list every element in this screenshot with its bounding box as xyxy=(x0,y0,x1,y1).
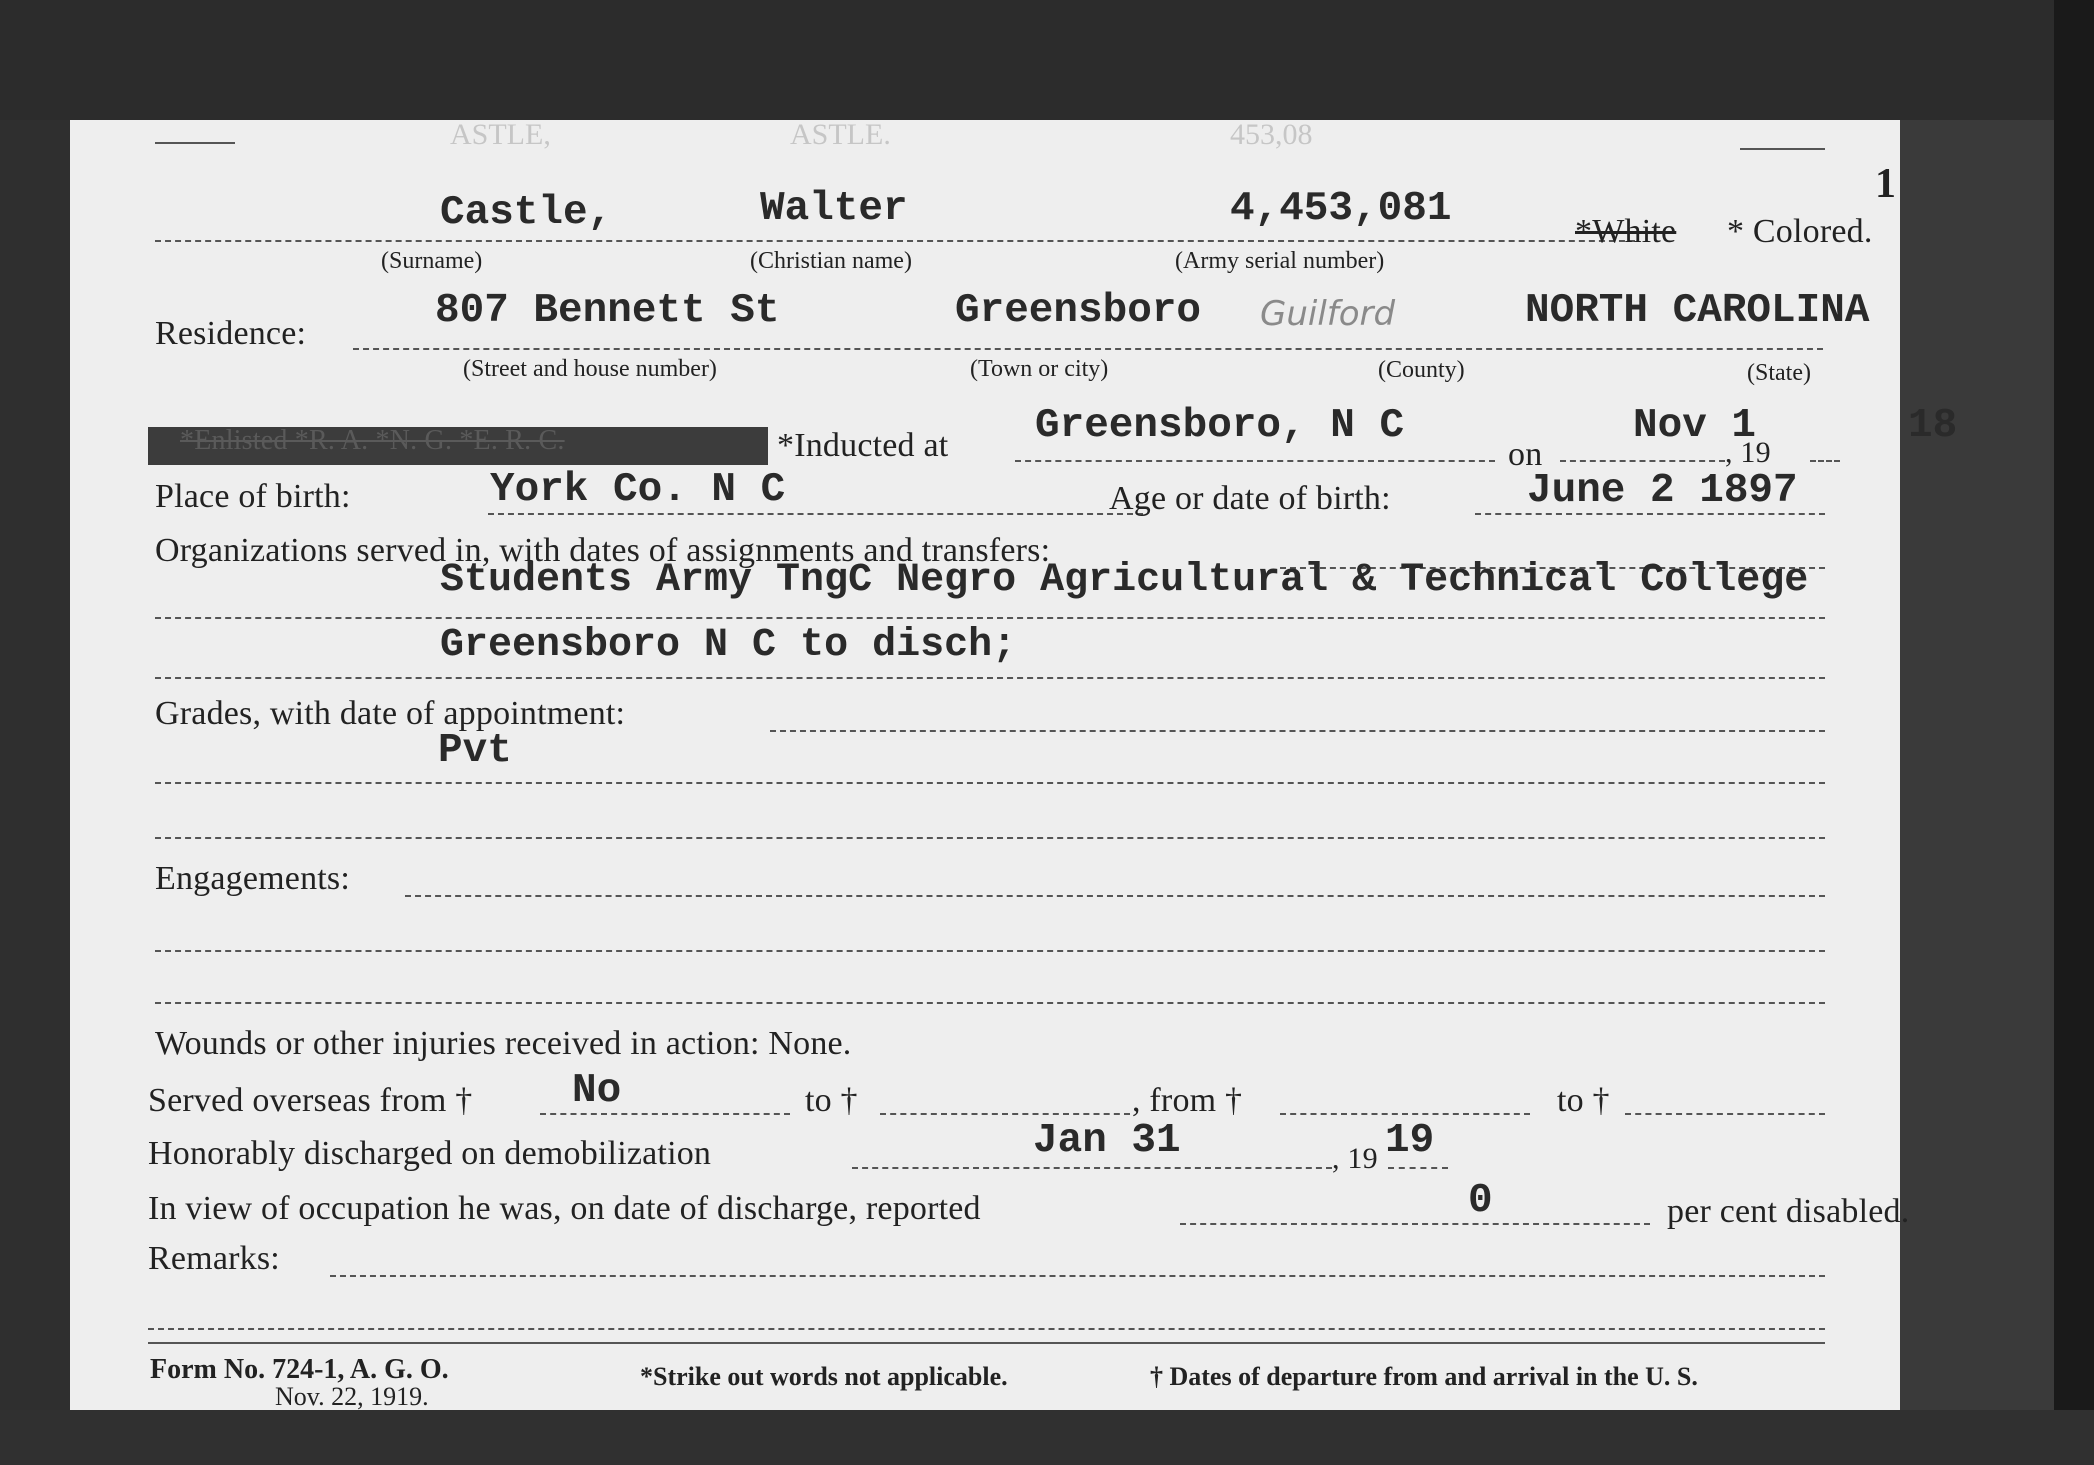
scan-background-left xyxy=(0,120,70,1465)
caption-surname: (Surname) xyxy=(381,248,483,274)
grades-rule-1 xyxy=(155,782,1825,784)
race-colored: * Colored. xyxy=(1727,213,1873,250)
residence-label: Residence: xyxy=(155,315,307,352)
scan-background-bottom xyxy=(0,1410,2094,1465)
name-line xyxy=(155,240,1635,242)
faint-surname-bleed: ASTLE, xyxy=(450,118,551,151)
faint-serial-bleed: 453,08 xyxy=(1230,118,1313,151)
place-of-birth-label: Place of birth: xyxy=(155,478,351,515)
overseas-to-label: to † xyxy=(805,1082,858,1119)
inducted-year-line xyxy=(1810,460,1840,462)
grade-value: Pvt xyxy=(438,728,512,774)
surname-value: Castle, xyxy=(440,190,613,236)
caption-state: (State) xyxy=(1747,360,1811,386)
engagements-label-line xyxy=(405,895,1825,897)
inducted-year-prefix: , 19 xyxy=(1725,436,1771,469)
grades-label-line xyxy=(770,730,1825,732)
organizations-label: Organizations served in, with dates of assignments and transfers: xyxy=(155,532,1051,569)
disabled-percent-value: 0 xyxy=(1468,1178,1493,1224)
overseas-to2-line xyxy=(1625,1113,1825,1115)
service-record-card xyxy=(70,118,1958,1411)
discharge-year-line xyxy=(1388,1167,1448,1169)
engagements-rule-1 xyxy=(155,950,1825,952)
top-left-rule xyxy=(155,142,235,144)
inducted-year-value: 18 xyxy=(1908,403,1958,449)
occupation-label: In view of occupation he was, on date of discharge, reported xyxy=(148,1190,981,1227)
inducted-date-line xyxy=(1560,460,1725,462)
disabled-suffix: per cent disabled. xyxy=(1667,1193,1910,1230)
overseas-from2-label: , from † xyxy=(1132,1082,1243,1119)
overseas-from-line xyxy=(540,1113,790,1115)
top-right-rule xyxy=(1740,148,1825,150)
discharge-year-prefix: , 19 xyxy=(1332,1142,1378,1175)
engagements-rule-2 xyxy=(155,1002,1825,1004)
disability-line xyxy=(1180,1223,1650,1225)
caption-street: (Street and house number) xyxy=(463,356,717,382)
inducted-place-value: Greensboro, N C xyxy=(1035,403,1405,449)
remarks-label-line xyxy=(330,1275,1825,1277)
overseas-from-value: No xyxy=(572,1068,622,1114)
grades-label: Grades, with date of appointment: xyxy=(155,695,626,732)
footnote-dates: † Dates of departure from and arrival in the U. S. xyxy=(1150,1362,1698,1391)
county-handwritten: Guilford xyxy=(1260,294,1396,334)
date-of-birth-line xyxy=(1475,513,1825,515)
faint-name-bleed: ASTLE. xyxy=(790,118,891,151)
discharge-year-value: 19 xyxy=(1385,1118,1435,1164)
inducted-date-value: Nov 1 xyxy=(1633,403,1757,449)
residence-line xyxy=(353,348,1823,350)
organization-rule-1 xyxy=(155,617,1825,619)
serial-number-value: 4,453,081 xyxy=(1230,186,1452,232)
organization-line-1: Students Army TngC Negro Agricultural & Technical College xyxy=(440,558,1809,603)
engagements-label: Engagements: xyxy=(155,860,351,897)
age-label: Age or date of birth: xyxy=(1109,480,1391,517)
street-value: 807 Bennett St xyxy=(435,288,780,334)
caption-county: (County) xyxy=(1378,357,1465,383)
organization-rule-2 xyxy=(155,677,1825,679)
remarks-rule-2 xyxy=(148,1342,1825,1344)
wounds-label: Wounds or other injuries received in action: None. xyxy=(155,1025,852,1062)
remarks-label: Remarks: xyxy=(148,1240,280,1277)
enlisted-struck-text: *Enlisted *R. A. *N. G. *E. R. C. xyxy=(180,425,565,456)
grades-rule-2 xyxy=(155,837,1825,839)
christian-name-value: Walter xyxy=(760,186,908,232)
overseas-from-label: Served overseas from † xyxy=(148,1082,473,1119)
race-white-struck: *White xyxy=(1575,213,1677,250)
remarks-rule-1 xyxy=(148,1328,1825,1330)
discharge-date-line xyxy=(852,1167,1332,1169)
caption-town: (Town or city) xyxy=(970,356,1109,382)
overseas-to-line xyxy=(880,1113,1130,1115)
on-label: on xyxy=(1508,436,1543,473)
scan-background-right xyxy=(2054,0,2094,1465)
card-number: 1 xyxy=(1875,161,1897,207)
date-of-birth-value: June 2 1897 xyxy=(1527,468,1798,514)
footnote-strike: *Strike out words not applicable. xyxy=(640,1362,1008,1391)
caption-serial-number: (Army serial number) xyxy=(1175,248,1385,274)
discharged-label: Honorably discharged on demobilization xyxy=(148,1135,712,1172)
inducted-at-label: *Inducted at xyxy=(777,427,949,464)
overseas-to2-label: to † xyxy=(1557,1082,1610,1119)
scan-background-top xyxy=(0,0,2094,120)
place-of-birth-value: York Co. N C xyxy=(490,467,786,513)
form-number: Form No. 724-1, A. G. O. xyxy=(150,1354,449,1385)
caption-christian-name: (Christian name) xyxy=(750,248,912,274)
overseas-from2-line xyxy=(1280,1113,1530,1115)
discharge-date-value: Jan 31 xyxy=(1033,1118,1181,1164)
state-value: NORTH CAROLINA xyxy=(1525,288,1870,334)
town-value: Greensboro xyxy=(955,288,1202,334)
inducted-place-line xyxy=(1015,460,1495,462)
place-of-birth-line xyxy=(488,513,1143,515)
organization-line-2: Greensboro N C to disch; xyxy=(440,623,1017,668)
form-date: Nov. 22, 1919. xyxy=(275,1382,429,1411)
